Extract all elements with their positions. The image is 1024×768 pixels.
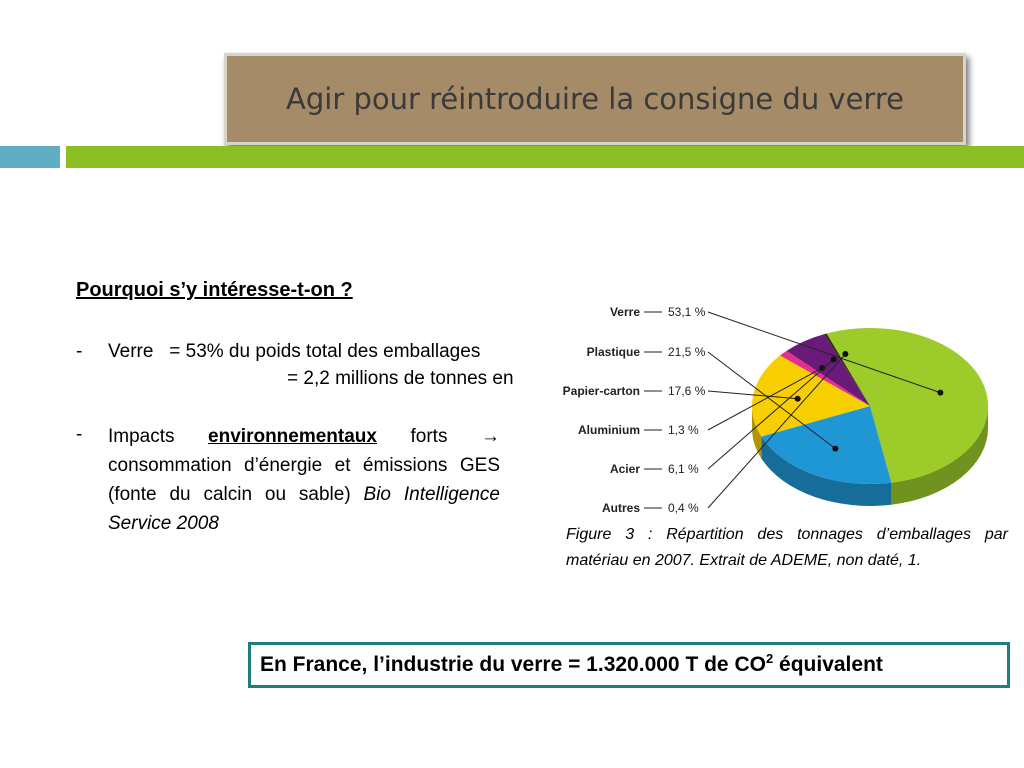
highlight-text-sup: 2 xyxy=(765,651,774,666)
pie-chart-svg xyxy=(552,296,1002,521)
pie-value-papier-carton: 17,6 % xyxy=(668,384,706,398)
pie-dot-acier xyxy=(831,356,837,362)
pie-chart xyxy=(552,296,1002,521)
figure-caption: Figure 3 : Répartition des tonnages d’emballages par matériau en 2007. Extrait de ADEME, non daté, 1. xyxy=(566,526,1008,569)
pie-label-plastique: Plastique xyxy=(586,345,640,359)
pie-label-acier: Acier xyxy=(609,462,640,476)
pie-value-autres: 0,4 % xyxy=(668,501,699,515)
pie-label-papier-carton: Papier-carton xyxy=(562,384,640,398)
bullet2-emphasis: environnementaux xyxy=(208,426,377,447)
bullet2-text xyxy=(108,422,500,538)
pie-value-verre: 53,1 % xyxy=(668,305,706,319)
bullet2-text-before: Impacts xyxy=(108,426,209,447)
highlight-text-suffix: équivalent xyxy=(773,653,883,676)
highlight-text-main: En France, l’industrie du verre = 1.320.000 T de CO xyxy=(260,653,766,676)
section-heading: Pourquoi s’y intéresse-t-on ? xyxy=(76,279,353,301)
bullet2-dash: - xyxy=(76,424,83,445)
pie-dot-plastique xyxy=(832,446,838,452)
pie-value-plastique: 21,5 % xyxy=(668,345,706,359)
pie-value-aluminium: 1,3 % xyxy=(668,423,699,437)
slide-title-box xyxy=(224,53,966,145)
pie-value-acier: 6,1 % xyxy=(668,462,699,476)
bullet1-line2: = 2,2 millions de tonnes en xyxy=(287,368,514,389)
accent-bar-teal xyxy=(0,146,60,168)
pie-label-verre: Verre xyxy=(609,305,640,319)
accent-bar-green xyxy=(66,146,1024,168)
pie-label-aluminium: Aluminium xyxy=(578,423,640,437)
bullet1-dash: - xyxy=(76,341,83,362)
pie-dot-papier-carton xyxy=(795,396,801,402)
highlight-text xyxy=(260,651,883,677)
bullet2-text-after: forts → consommation d’énergie et émissions GES (fonte du calcin ou sable) xyxy=(108,426,500,505)
pie-label-autres: Autres xyxy=(601,501,640,515)
pie-dot-verre xyxy=(937,390,943,396)
bullet1-line1: Verre = 53% du poids total des emballages xyxy=(108,341,481,362)
bullet2-citation: Bio Intelligence Service 2008 xyxy=(108,484,500,534)
pie-dot-autres xyxy=(842,351,848,357)
slide-title: Agir pour réintroduire la consigne du verre xyxy=(286,81,904,116)
